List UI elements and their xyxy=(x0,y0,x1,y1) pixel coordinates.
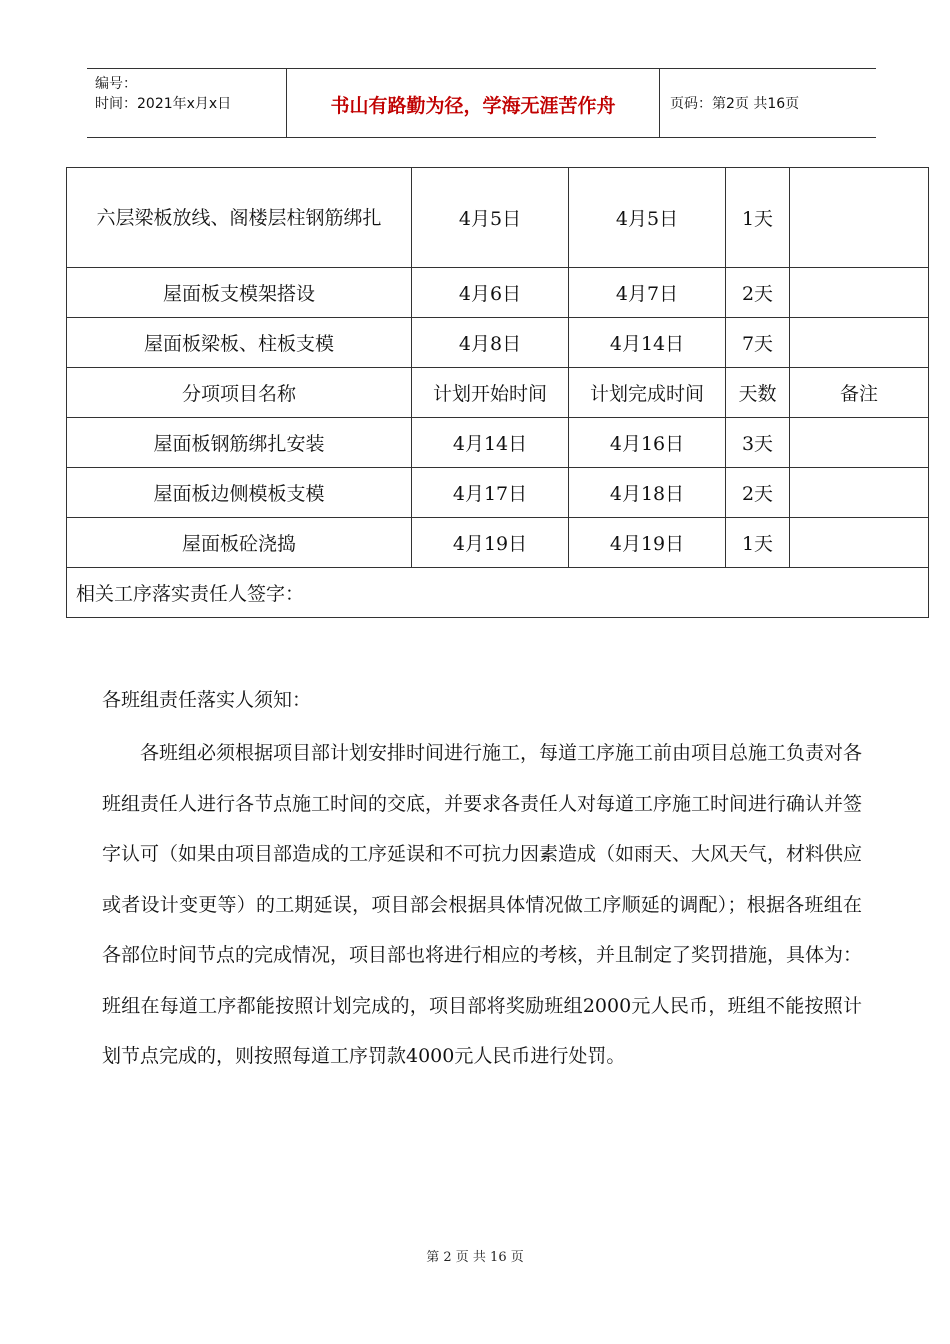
days-cell: 2天 xyxy=(726,468,790,518)
table-row xyxy=(67,418,929,468)
end-date-cell: 4月14日 xyxy=(569,318,726,368)
start-date-cell: 4月14日 xyxy=(412,418,569,468)
page-number-label: 页码：第2页 共16页 xyxy=(670,96,800,112)
page-header xyxy=(87,68,876,138)
signature-row xyxy=(67,568,929,618)
schedule-table xyxy=(66,167,929,618)
column-header-days: 天数 xyxy=(726,368,790,418)
start-date-cell: 4月6日 xyxy=(412,268,569,318)
column-header-start: 计划开始时间 xyxy=(412,368,569,418)
page-footer: 第 2 页 共 16 页 xyxy=(426,1250,524,1265)
end-date-cell: 4月19日 xyxy=(569,518,726,568)
notes-body: 各班组必须根据项目部计划安排时间进行施工，每道工序施工前由项目总施工负责对各班组责任人进行各节点施工时间的交底，并要求各责任人对每道工序施工时间进行确认并签字认可（如果由项目部造成的工序延误和不可抗力因素造成（如雨天、大风天气，材料供应或者设计变更等）的工期延误，项目部会根据具体情况做工序顺延的调配）；根据各班组在各部位时间节点的完成情况，项目部也将进行相应的考核，并且制定了奖罚措施，具体为：班组在每道工序都能按照计划完成的，项目部将奖励班组2000元人民币，班组不能按照计划节点完成的，则按照每道工序罚款4000元人民币进行处罚。 xyxy=(102,742,863,1067)
start-date-cell: 4月5日 xyxy=(412,168,569,268)
note-cell xyxy=(790,318,929,368)
end-date-cell: 4月7日 xyxy=(569,268,726,318)
start-date-cell: 4月8日 xyxy=(412,318,569,368)
serial-number-label: 编号： xyxy=(95,76,137,92)
header-page-cell xyxy=(660,69,876,137)
table-row xyxy=(67,518,929,568)
days-cell: 1天 xyxy=(726,518,790,568)
header-meta-cell xyxy=(87,69,287,137)
header-motto-cell xyxy=(287,69,660,137)
end-date-cell: 4月16日 xyxy=(569,418,726,468)
time-label: 时间：2021年x月x日 xyxy=(95,96,232,112)
end-date-cell: 4月5日 xyxy=(569,168,726,268)
task-name-cell: 屋面板边侧模板支模 xyxy=(67,468,412,518)
note-cell xyxy=(790,418,929,468)
note-cell xyxy=(790,468,929,518)
days-cell: 7天 xyxy=(726,318,790,368)
task-name-cell: 屋面板梁板、柱板支模 xyxy=(67,318,412,368)
start-date-cell: 4月17日 xyxy=(412,468,569,518)
start-date-cell: 4月19日 xyxy=(412,518,569,568)
end-date-cell: 4月18日 xyxy=(569,468,726,518)
note-cell xyxy=(790,168,929,268)
column-header-end: 计划完成时间 xyxy=(569,368,726,418)
column-header-note: 备注 xyxy=(790,368,929,418)
motto-text: 书山有路勤为径，学海无涯苦作舟 xyxy=(330,95,616,117)
task-name-cell: 屋面板砼浇捣 xyxy=(67,518,412,568)
table-row xyxy=(67,168,929,268)
task-name-cell: 六层梁板放线、阁楼层柱钢筋绑扎 xyxy=(67,168,412,268)
note-cell xyxy=(790,268,929,318)
days-cell: 1天 xyxy=(726,168,790,268)
note-cell xyxy=(790,518,929,568)
notes-title: 各班组责任落实人须知： xyxy=(102,689,312,711)
signature-label: 相关工序落实责任人签字： xyxy=(67,568,929,618)
table-row xyxy=(67,318,929,368)
days-cell: 2天 xyxy=(726,268,790,318)
task-name-cell: 屋面板支模架搭设 xyxy=(67,268,412,318)
table-header-row xyxy=(67,368,929,418)
column-header-task-name: 分项项目名称 xyxy=(67,368,412,418)
task-name-cell: 屋面板钢筋绑扎安装 xyxy=(67,418,412,468)
table-row xyxy=(67,268,929,318)
days-cell: 3天 xyxy=(726,418,790,468)
table-row xyxy=(67,468,929,518)
